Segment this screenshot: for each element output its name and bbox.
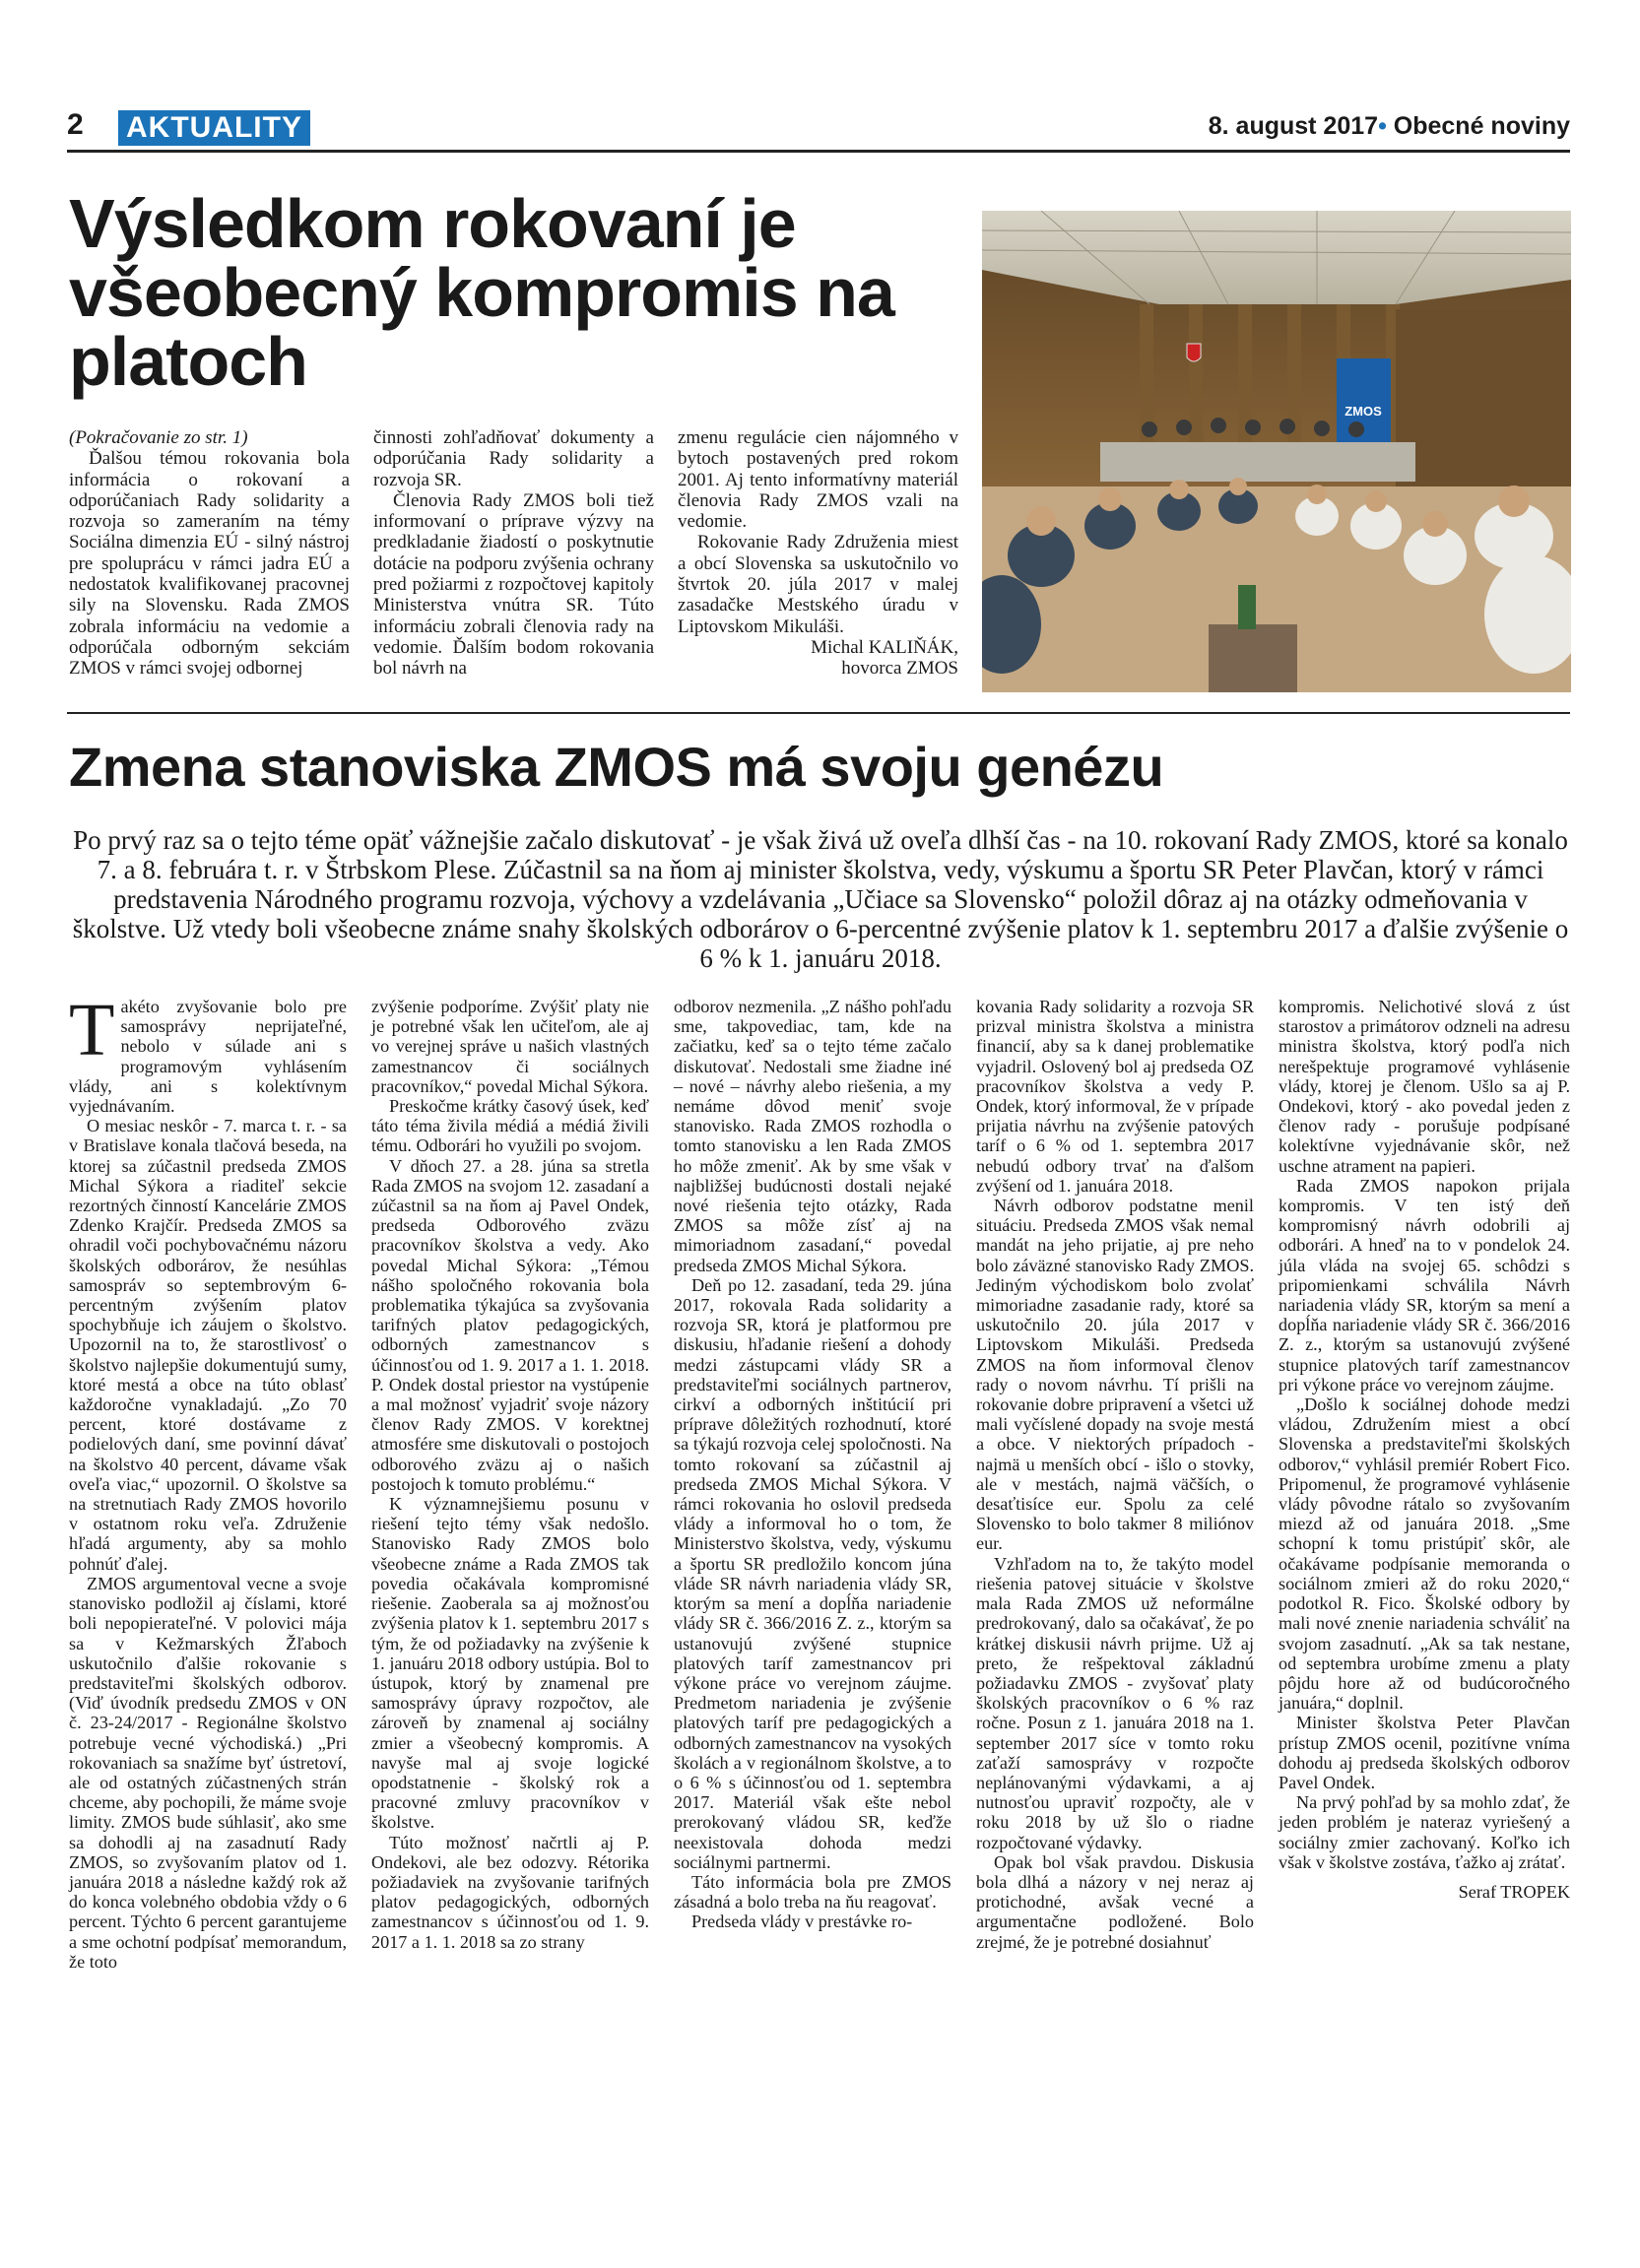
drop-cap: T	[69, 989, 115, 1071]
paragraph: V dňoch 27. a 28. júna sa stretla Rada ZMOS na svojom 12. zasadaní a zúčastnil sa na ňom aj Pavel Ondek, predseda Odborového zväzu pracovníkov školstva a vedy. Ako povedal Michal Sýkora: „Témou nášho spoločného rokovania bola problematika týkajúca sa zvyšovania tarifných platov pedagogických, odborných zamestnancov s účinnosťou od 1. 9. 2017 a 1. 1. 2018. P. Ondek dostal priestor na vystúpenie a mal možnosť vyjadriť svoje názory členov Rady ZMOS. V korektnej atmosfére sme diskutovali o postojoch odborového zväzu aj o našich postojoch k tomuto problému.“	[371, 1155, 649, 1494]
article2-column-4	[976, 997, 1254, 1952]
article2-column-1	[69, 989, 347, 1972]
separator-dot: •	[1378, 112, 1387, 140]
paragraph: odborov nezmenila. „Z nášho pohľadu sme, takpovediac, tam, kde na začiatku, keď sa o tejto téme začalo diskutovať. Nedostali sme žiadne iné – nové – návrhy alebo riešenia, a my nemáme dôvod meniť svoje stanovisko. Rada ZMOS rozhodla o tomto stanovisku a len Rada ZMOS ho môže zmeniť. Ak by sme však v najbližšej budúcnosti dostali nejaké nové riešenia tejto otázky, Rada ZMOS sa môže zísť aj na mimoriadnom zasadaní,“ povedal predseda ZMOS Michal Sýkora.	[674, 997, 951, 1275]
article2-column-5	[1279, 997, 1570, 1902]
issue-info	[1209, 112, 1570, 141]
first-paragraph-text: akéto zvyšovanie bolo pre samosprávy neprijateľné, nebolo v súlade ani s programovým vyhlásením vlády, ani s kolektívnym vyjednávaním.	[69, 997, 347, 1117]
paragraph: K významnejšiemu posunu v riešení tejto témy však nedošlo. Stanovisko Rady ZMOS bolo všeobecne známe a Rada ZMOS tak povedia očakávala kompromisné riešenie. Zaoberala sa aj možnosťou zvýšenia platov k 1. septembru 2017 s tým, že od požiadavky na zvýšenie k 1. januáru 2018 odbory ustúpia. Bol to ústupok, ktorý by znamenal pre samosprávy úpravy rozpočtov, ale zároveň by znamenal aj sociálny zmier a všeobecný kompromis. A navyše mal aj svoje logické opodstatnenie - školský rok a pracovné zmluvy pracovníkov v školstve.	[371, 1494, 649, 1833]
paragraph: Vzhľadom na to, že takýto model riešenia patovej situácie v školstve mala Rada ZMOS už neformálne predrokovaný, dalo sa očakávať, že po krátkej diskusii návrh prijme. Už aj preto, že rešpektoval základnú požiadavku ZMOS - zvyšovať platy školských pracovníkov o 6 % raz ročne. Posun z 1. januára 2018 na 1. september 2017 síce v tomto roku zaťaží samosprávy v rozpočte neplánovanými výdavkami, a aj nutnosťou upraviť rozpočty, ale v roku 2018 by už šlo o riadne rozpočtované výdavky.	[976, 1553, 1254, 1852]
meeting-photo-illustration	[982, 211, 1571, 692]
paragraph: Deň po 12. zasadaní, teda 29. júna 2017, rokovala Rada solidarity a rozvoja SR, ktorá je platformou pre diskusiu, hľadanie riešení a dohody medzi zástupcami vlády SR a predstaviteľmi sociálnych partnerov, cirkví a odborných inštitúcií pri príprave dôležitých rozhodnutí, ktoré sa týkajú rozvoja celej spoločnosti. Na tomto rokovaní sa zúčastnil aj predseda ZMOS Michal Sýkora. V rámci rokovania ho oslovil predseda vlády a informoval ho o tom, že Ministerstvo školstva, vedy, výskumu a športu SR predložilo koncom júna vláde SR návrh nariadenia vlády SR, ktorým sa mení a dopĺňa nariadenie vlády SR č. 366/2016 Z. z., ktorým sa ustanovujú zvýšené stupnice platových taríf zamestnancov pri výkone práce vo verejnom záujme. Predmetom nariadenia je zvýšenie platových taríf pre pedagogických a odborných zamestnancov na vysokých školách a v regionálnom školstve, a to o 6 % s účinnosťou od 1. septembra 2017. Materiál však ešte nebol prerokovaný vládou SR, keďže neexistovala dohoda medzi sociálnymi partnermi.	[674, 1274, 951, 1872]
article1-author-role: hovorca ZMOS	[841, 658, 958, 680]
article1-column-1	[69, 427, 350, 680]
paragraph: kompromis. Nelichotivé slová z úst starostov a primátorov odzneli na adresu ministra školstva, ktorý podľa nich nerešpektuje programové vyhlásenie vlády, ktorej je členom. Ušlo sa aj P. Ondekovi, ktorý - ako povedal jeden z členov rady - porušuje podpísané kolektívne vyjednávanie skôr, než uschne atrament na papieri.	[1279, 997, 1570, 1176]
paragraph: zvýšenie podporíme. Zvýšiť platy nie je potrebné však len učiteľom, ale aj vo verejnej správe u našich vlastných zamestnancov či sociálnych pracovníkov,“ povedal Michal Sýkora.	[371, 997, 649, 1096]
paragraph: kovania Rady solidarity a rozvoja SR prizval ministra školstva a ministra financií, aby sa k danej problematike vyjadril. Oslovený bol aj predseda OZ pracovníkov školstva a vedy P. Ondek, ktorý informoval, že v prípade prijatia návrhu na zvýšenie patových taríf o 6 % od 1. septembra 2017 nebudú odbory trvať na ďalšom zvýšení od 1. januára 2018.	[976, 997, 1254, 1196]
paragraph: Rada ZMOS napokon prijala kompromis. V ten istý deň kompromisný návrh odobrili aj odborári. A hneď na to v pondelok 24. júla vláda na svojej 65. schôdzi s pripomienkami schválila Návrh nariadenia vlády SR, ktorým sa mení a dopĺňa nariadenie vlády SR č. 366/2016 Z. z., ktorým sa ustanovujú zvýšené stupnice platových taríf zamestnancov pri výkone práce vo verejnom záujme.	[1279, 1175, 1570, 1394]
paragraph: Predseda vlády v prestávke ro-	[691, 1912, 913, 1932]
header-rule	[67, 150, 1570, 153]
meeting-photo	[982, 211, 1571, 692]
paragraph: Minister školstva Peter Plavčan prístup ZMOS ocenil, pozitívne vníma dohodu aj predseda školských odborov Pavel Ondek.	[1279, 1713, 1570, 1792]
article2-lead: Po prvý raz sa o tejto téme opäť vážnejšie začalo diskutovať - je však živá už oveľa dlhší čas - na 10. rokovaní Rady ZMOS, ktoré sa konalo 7. a 8. februára t. r. v Štrbskom Plese. Zúčastnil sa na ňom aj minister školstva, vedy, výskumu a športu SR Peter Plavčan, ktorý v rámci predstavenia Národného programu rozvoja, výchovy a vzdelávania „Učiace sa Slovensko“ položil dôraz aj na otázky odmeňovania v školstve. Už vtedy boli všeobecne známe snahy školských odborárov o 6-percentné zvýšenie platov k 1. septembru 2017 a ďalšie zvýšenie o 6 % k 1. januáru 2018.	[72, 825, 1569, 973]
continuation-note: (Pokračovanie zo str. 1)	[69, 427, 248, 448]
article-divider	[67, 712, 1570, 714]
article1-column-2	[373, 427, 654, 680]
paragraph: „Došlo k sociálnej dohode medzi vládou, Združením miest a obcí Slovenska a predstaviteľmi školských odborov,“ vyhlásil premiér Robert Fico. Pripomenul, že programové vyhlásenie vlády pôvodne rátalo so zvyšovaním miezd až od januára 2018. „Sme schopní k tomu pristúpiť skôr, ale očakávame podpísanie memoranda o sociálnom zmieri až do roku 2020,“ podotkol R. Fico. Školské odbory by mali nové znenie nariadenia schváliť na svojom zasadnutí. „Ak sa tak nestane, od septembra urobíme zmenu a platy pôjdu hore až od budúcoročného januára,“ doplnil.	[1279, 1394, 1570, 1714]
paragraph: Ďalšou témou rokovania bola informácia o rokovaní a odporúčaniach Rady solidarity a rozvoja so zameraním na témy Sociálna dimenzia EÚ - silný nástroj pre spoluprácu v rámci jadra EÚ a nedostatok kvalifikovanej pracovnej sily na Slovensku. Rada ZMOS zobrala informáciu na vedomie a odporúčala odborným sekciám ZMOS v rámci svojej odbornej	[69, 448, 350, 680]
page-header	[67, 106, 1570, 150]
article1-author: Michal KALIŇÁK,	[811, 636, 958, 658]
paragraph: zmenu regulácie cien nájomného v bytoch postavených pred rokom 2001. Aj tento informatívny materiál členovia Rady ZMOS vzali na vedomie.	[678, 427, 958, 533]
paragraph: Na prvý pohľad by sa mohlo zdať, že jeden problém je nateraz vyriešený a sociálny zmier zachovaný. Koľko ich však v školstve zostáva, ťažko aj zrátať.	[1279, 1792, 1570, 1872]
banner-text: ZMOS	[1345, 404, 1382, 419]
page-number: 2	[67, 108, 84, 141]
issue-date: 8. august 2017	[1208, 112, 1379, 140]
paragraph: Túto možnosť načrtli aj P. Ondekovi, ale bez odozvy. Rétorika požiadaviek na zvyšovanie tarifných platov pedagogických, odborných zamestnancov s účinnosťou od 1. 9. 2017 a 1. 1. 2018 sa zo strany	[371, 1832, 649, 1952]
article1-title: Výsledkom rokovaní je všeobecný kompromis na platoch	[69, 185, 894, 400]
paragraph: Členovia Rady ZMOS boli tiež informovaní o príprave výzvy na predkladanie žiadostí o poskytnutie dotácie na podporu zvýšenia ochrany pred požiarmi z rozpočtovej kapitoly Ministerstva vnútra SR. Túto informáciu zobrali členovia rady na vedomie. Ďalším bodom rokovania bol návrh na	[373, 489, 654, 680]
article2-title: Zmena stanoviska ZMOS má svoju genézu	[69, 736, 1164, 798]
article2-column-3	[674, 997, 951, 1932]
article2-column-2	[371, 997, 649, 1952]
paragraph: činnosti zohľadňovať dokumenty a odporúčania Rady solidarity a rozvoja SR.	[373, 427, 654, 490]
article1-column-3	[678, 427, 958, 680]
paragraph: Rokovanie Rady Združenia miest a obcí Slovenska sa uskutočnilo vo štvrtok 20. júla 2017 v malej zasadačke Mestského úradu v Liptovskom Mikuláši.	[678, 532, 958, 637]
paragraph	[69, 989, 347, 1117]
paragraph: O mesiac neskôr - 7. marca t. r. - sa v Bratislave konala tlačová beseda, na ktorej sa zúčastnil predseda ZMOS Michal Sýkora a riaditeľ sekcie rezortných činností Kancelárie ZMOS Zdenko Krajčír. Predseda ZMOS sa ohradil voči pochybovačnému názoru školských odborárov, že nesúhlas samospráv so septembrovým 6-percentným zvýšením platov spochybňuje ich záujem o školstvo. Upozornil na to, že starostlivosť o školstvo najlepšie dokumentujú sumy, ktoré mestá a obce na túto oblasť každoročne vynakladajú. „Zo 70 percent, ktoré dostávame z podielových daní, sme povinní dávať na školstvo 40 percent, dávame však oveľa viac,“ upozornil. O školstve sa na stretnutiach Rady ZMOS hovorilo v ostatnom roku veľa. Združenie hľadá argumenty, aby sa mohlo pohnúť ďalej.	[69, 1116, 347, 1574]
article2-author: Seraf TROPEK	[1458, 1881, 1570, 1902]
section-rubric: AKTUALITY	[118, 110, 310, 146]
paragraph: Táto informácia bola pre ZMOS zásadná a bolo treba na ňu reagovať.	[674, 1871, 951, 1912]
paragraph: Preskočme krátky časový úsek, keď táto téma živila médiá a médiá živili tému. Odborári ho využili po svojom.	[371, 1096, 649, 1156]
paragraph: ZMOS argumentoval vecne a svoje stanovisko podložil aj číslami, ktoré boli nepopierateľné. V polovici mája sa v Kežmarských Žľaboch uskutočnilo ďalšie rokovanie s predstaviteľmi školských odborov. (Viď úvodník predsedu ZMOS v ON č. 23-24/2017 - Regionálne školstvo potrebuje vecné východiská.) „Pri rokovaniach sa snažíme byť ústretoví, ale od ostatných zúčastnených strán chceme, aby pochopili, že máme svoje limity. ZMOS bude súhlasiť, ako sme sa dohodli aj na zasadnutí Rady ZMOS, so zvyšovaním platov od 1. januára 2018 a následne každý rok až do konca volebného obdobia vždy o 6 percent. Týchto 6 percent garantujeme a sme ochotní podpísať memorandum, že toto	[69, 1573, 347, 1972]
paragraph: Návrh odborov podstatne menil situáciu. Predseda ZMOS však nemal mandát na jeho prijatie, aj pre neho bolo záväzné stanovisko Rady ZMOS. Jediným východiskom bolo zvolať mimoriadne zasadanie rady, ktoré sa uskutočnilo 20. júla 2017 v Liptovskom Mikuláši. Predseda ZMOS na ňom informoval členov rady o novom návrhu. Tí prišli na rokovanie dobre pripravení a všetci už mali vyčíslené dopady na svoje mestá a obce. V niektorých prípadoch - najmä u menších obcí - išlo o stovky, ale v mestách, najmä väčších, o desaťtisíce eur. Spolu za celé Slovensko to bolo takmer 8 miliónov eur.	[976, 1196, 1254, 1554]
paragraph: Opak bol však pravdou. Diskusia bola dlhá a názory v nej neraz aj protichodné, avšak vecné a argumentačne podložené. Bolo zrejmé, že je potrebné dosiahnuť	[976, 1851, 1254, 1952]
publication-name: Obecné noviny	[1393, 112, 1570, 140]
